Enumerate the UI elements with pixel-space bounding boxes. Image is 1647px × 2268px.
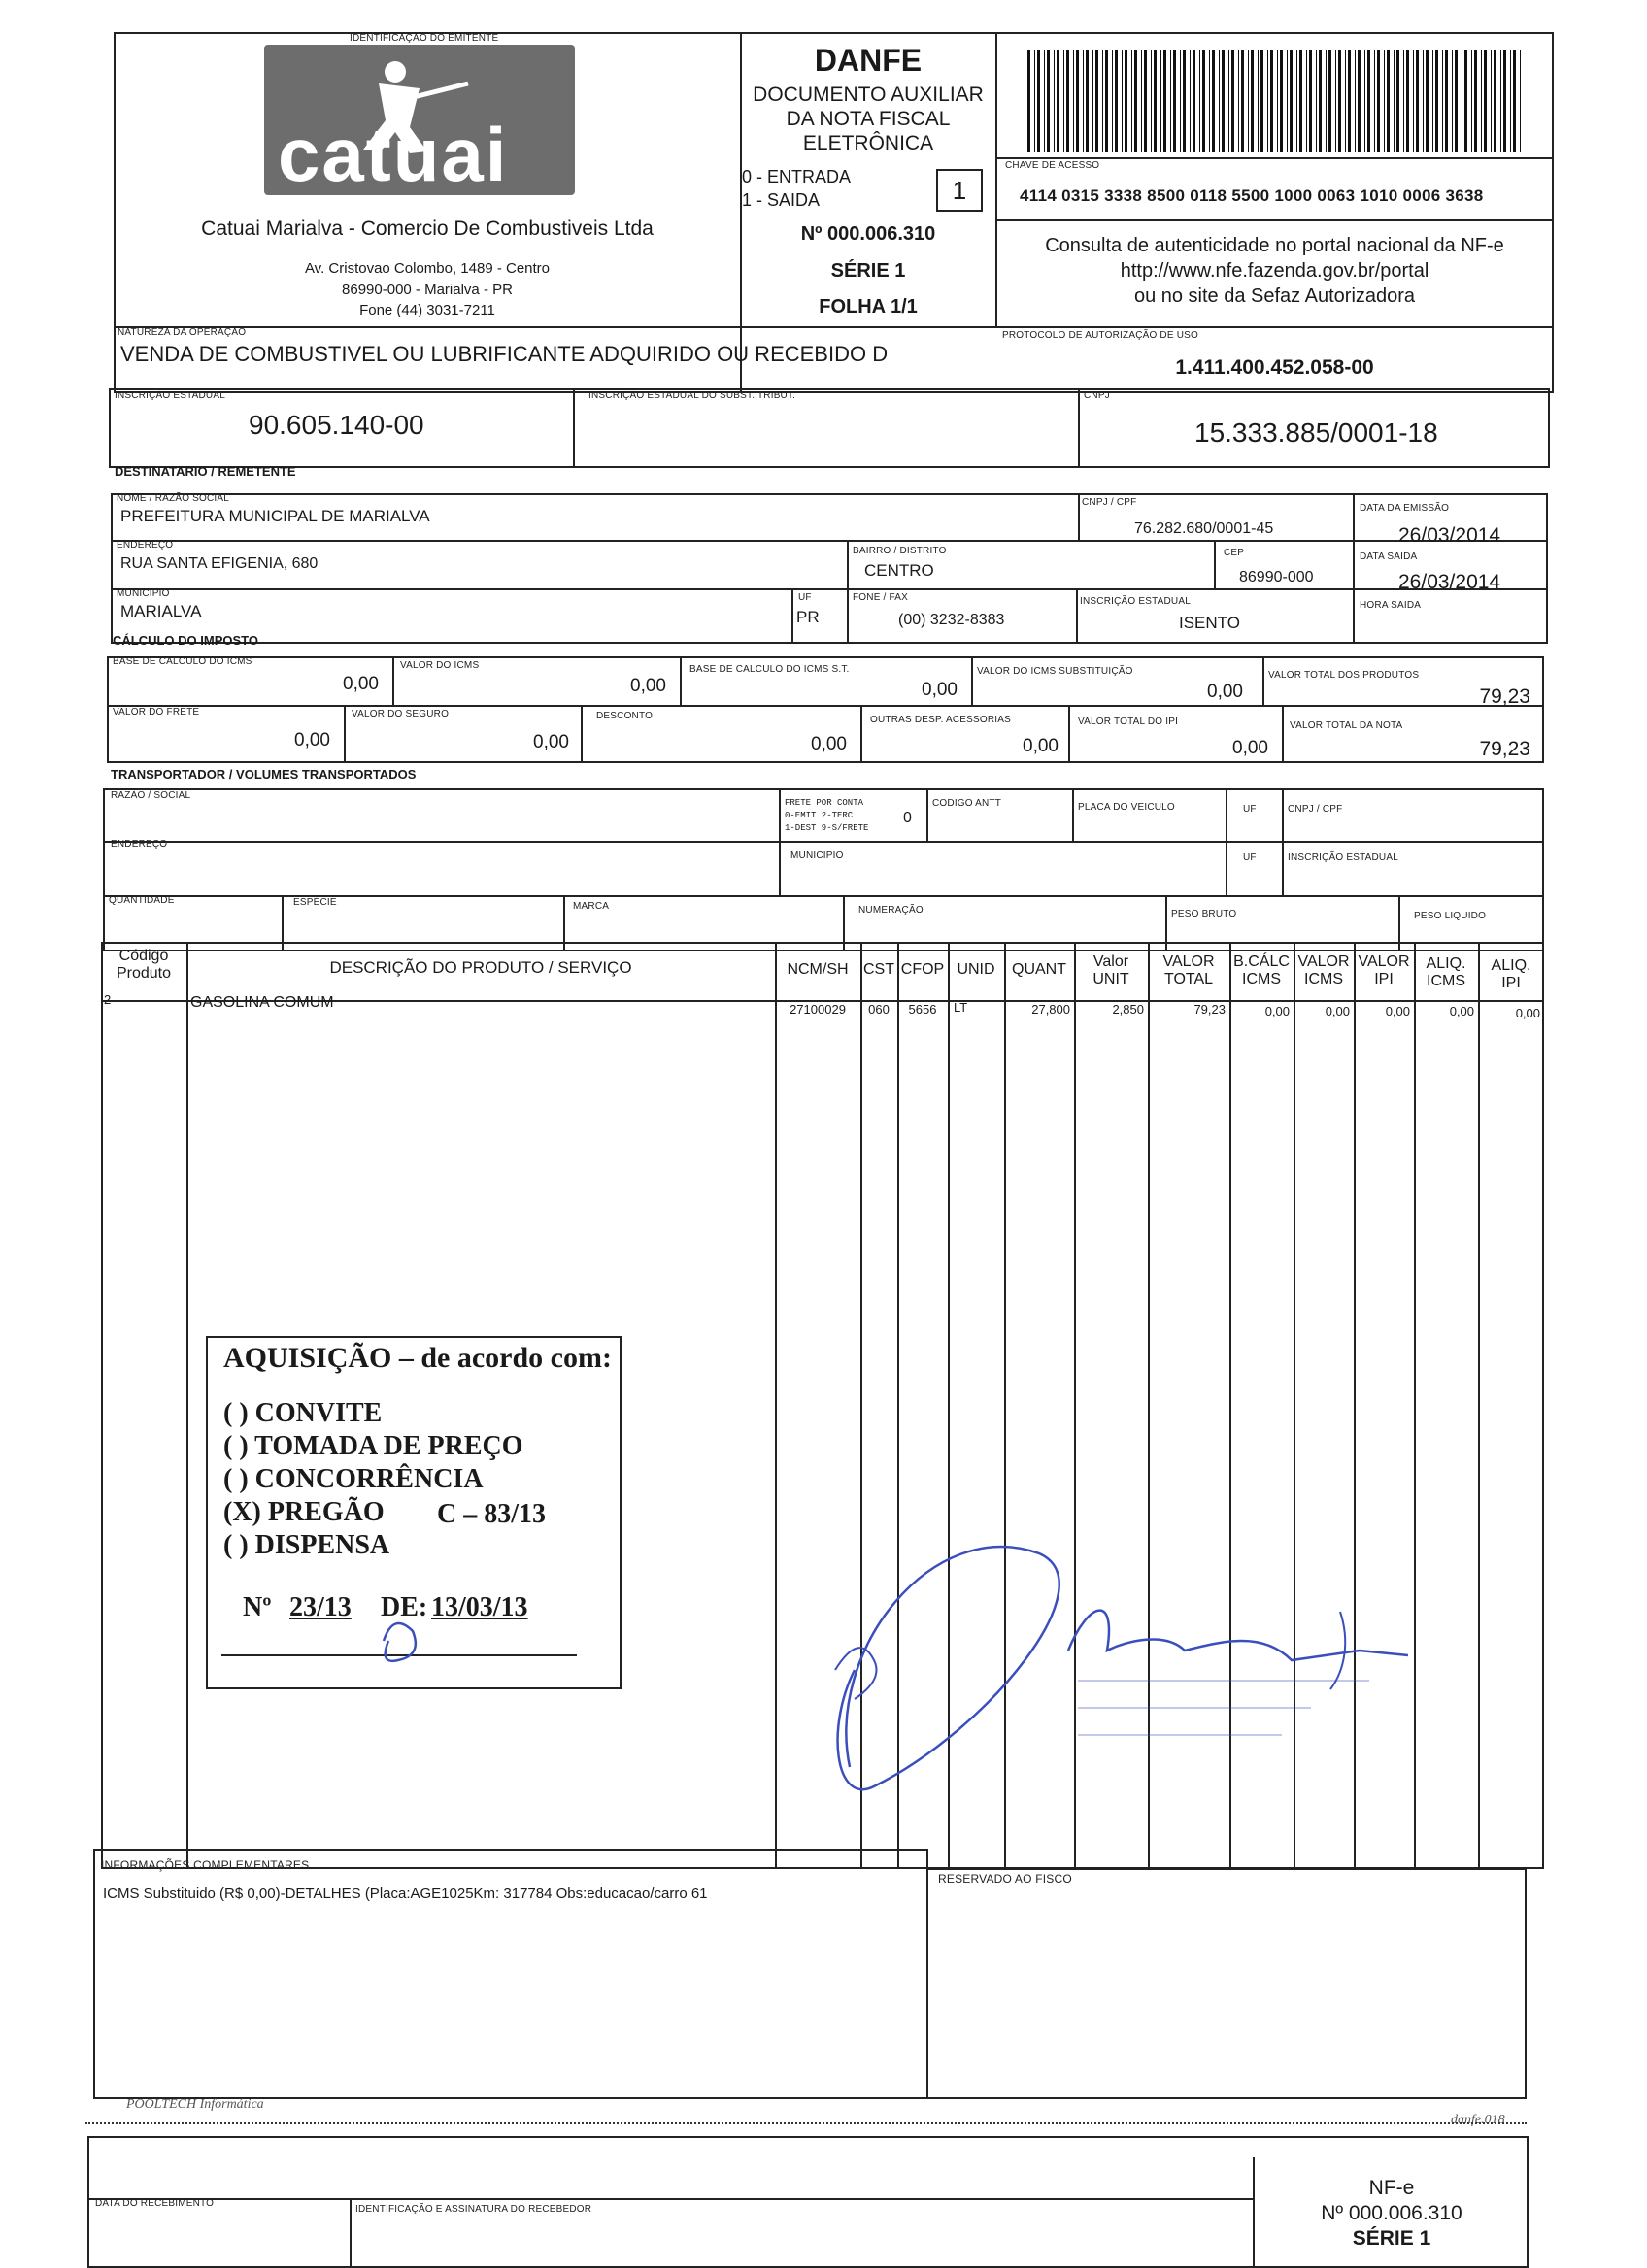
danfe-title: DANFE [814,43,923,78]
info-label: INFORMAÇÕES COMPLEMENTARES [101,1858,310,1872]
other-costs-label: OUTRAS DESP. ACESSORIAS [870,715,1012,725]
reserved-label: RESERVADO AO FISCO [938,1872,1072,1885]
stamp-title: AQUISIÇÃO – de acordo com: [223,1342,612,1374]
cnpj-label: CNPJ [1084,390,1110,401]
hdr-unid: UNID [957,961,995,978]
receipt-date-label: DATA DO RECEBIMENTO [95,2198,215,2209]
ipi-total: 0,00 [1232,738,1268,758]
cep-value: 86990-000 [1239,569,1314,585]
recipient-cnpj: 76.282.680/0001-45 [1134,520,1274,537]
protocol-label: PROTOCOLO DE AUTORIZAÇÃO DE USO [1002,330,1198,341]
insurance-label: VALOR DO SEGURO [352,709,450,719]
hdr-aipi-2: IPI [1501,975,1521,991]
receipt-sign-label: IDENTIFICAÇÃO E ASSINATURA DO RECEBEDOR [355,2204,592,2215]
stamp-convite: ( ) CONVITE [223,1398,383,1428]
freight-by-3: 1-DEST 9-S/FRETE [785,823,869,833]
district-label: BAIRRO / DISTRITO [853,546,947,556]
exit-hour-label: HORA SAIDA [1360,600,1422,611]
phone-label: FONE / FAX [853,592,909,603]
discount-value: 0,00 [811,734,847,754]
quantity-label: QUANTIDADE [109,895,175,906]
row-aicms: 0,00 [1449,1004,1474,1018]
consult-line-2: http://www.nfe.fazenda.gov.br/portal [1120,260,1429,282]
emitter-name: Catuai Marialva - Comercio De Combustiveis Ltda [201,217,654,240]
entry-label: 0 - ENTRADA [742,167,852,186]
stamp-number-label: Nº [243,1592,272,1622]
signature-stamp-text [1078,1672,1369,1750]
transport-section-label: TRANSPORTADOR / VOLUMES TRANSPORTADOS [111,767,417,782]
freight-by-1: FRETE POR CONTA [785,798,864,808]
products-total-label: VALOR TOTAL DOS PRODUTOS [1268,670,1420,681]
recipient-ie-label: INSCRIÇÃO ESTADUAL [1080,596,1191,607]
transport-address-label: ENDEREÇO [111,839,168,850]
receipt-series: SÉRIE 1 [1352,2227,1431,2250]
danfe-series: SÉRIE 1 [830,260,906,282]
row-vunit: 2,850 [1112,1002,1144,1017]
base-icms: 0,00 [343,674,379,694]
footer-left: POOLTECH Informática [126,2097,264,2112]
footer-right: danfe.018 [1451,2113,1505,2127]
species-label: ESPÉCIE [293,897,337,908]
hdr-vtotal-1: VALOR [1162,953,1215,970]
issue-date-label: DATA DA EMISSÃO [1360,503,1450,514]
gross-weight-label: PESO BRUTO [1171,909,1237,919]
row-vipi: 0,00 [1385,1004,1410,1018]
recipient-section-label: DESTINATARIO / REMETENTE [115,464,296,479]
row-bicms: 0,00 [1264,1004,1290,1018]
receipt-div-1 [350,2198,352,2268]
freight-value: 0,00 [294,730,330,750]
net-weight-label: PESO LIQUIDO [1414,911,1487,921]
row-unid: LT [954,1000,968,1015]
danfe-subtitle-3: ELETRÔNICA [802,132,934,154]
carrier-name-label: RAZÃO / SOCIAL [111,790,191,801]
emitter-address: Av. Cristovao Colombo, 1489 - Centro [304,260,551,277]
hdr-vipi-2: IPI [1374,971,1394,987]
row-cfop: 5656 [908,1002,937,1017]
hdr-vipi-1: VALOR [1358,953,1410,970]
receipt-number: Nº 000.006.310 [1321,2202,1462,2224]
row-ncm: 27100029 [790,1002,846,1017]
hdr-vtotal-2: TOTAL [1163,971,1214,987]
ipi-total-label: VALOR TOTAL DO IPI [1078,717,1179,727]
insurance-value: 0,00 [533,732,569,752]
row-vtotal: 79,23 [1193,1002,1226,1017]
access-key: 4114 0315 3338 8500 0118 5500 1000 0063 1010 0006 3638 [1020,186,1484,205]
recipient-ie: ISENTO [1179,614,1240,632]
transport-city-label: MUNICIPIO [790,850,844,861]
stamp-date-label: DE: [381,1592,428,1622]
recipient-address: RUA SANTA EFIGENIA, 680 [120,555,319,572]
city-label: MUNICIPIO [117,588,170,599]
freight-label: VALOR DO FRETE [113,707,200,717]
hdr-aipi-1: ALIQ. [1491,957,1531,974]
row-code: 2 [104,992,112,1007]
hdr-aicms-1: ALIQ. [1426,955,1466,972]
stamp-pregao: (X) PREGÃO [223,1497,385,1527]
exit-date: 26/03/2014 [1398,571,1501,593]
hdr-bicms-2: ICMS [1242,971,1281,987]
transport-uf2-label: UF [1243,852,1257,863]
transport-uf-label: UF [1243,804,1257,815]
uf-label: UF [798,592,812,603]
exit-label: 1 - SAIDA [742,190,821,210]
cut-line [85,2122,1527,2124]
recipient-address-label: ENDEREÇO [117,540,174,550]
receipt-line [87,2198,1253,2200]
stamp-tomada: ( ) TOMADA DE PREÇO [223,1431,523,1461]
ie-label: INSCRIÇÃO ESTADUAL [115,390,225,401]
recipient-cnpj-label: CNPJ / CPF [1082,497,1137,508]
freight-by-value: 0 [903,810,912,826]
brand-label: MARCA [573,901,610,912]
stamp-pregao-number: C – 83/13 [437,1499,546,1529]
stamp-concorrencia: ( ) CONCORRÊNCIA [223,1464,484,1494]
tax-section-label: CÁLCULO DO IMPOSTO [113,633,258,648]
note-total-label: VALOR TOTAL DA NOTA [1290,720,1403,731]
icms-label: VALOR DO ICMS [400,660,480,671]
hdr-vicms-1: VALOR [1297,953,1350,970]
consult-line-1: Consulta de autenticidade no portal nacional da NF-e [1045,235,1504,256]
logo-text: catuai [278,112,509,197]
city-value: MARIALVA [120,602,202,620]
emitter-city: 86990-000 - Marialva - PR [342,282,513,298]
danfe-number: Nº 000.006.310 [800,223,936,245]
receipt-nfe: NF-e [1368,2177,1415,2199]
protocol-value: 1.411.400.452.058-00 [1175,356,1374,379]
ie-value: 90.605.140-00 [249,410,424,440]
row-quant: 27,800 [1031,1002,1070,1017]
ie-st-label: INSCRIÇÃO ESTADUAL DO SUBST. TRIBUT. [588,390,796,401]
hdr-bicms-1: B.CÁLC [1233,953,1290,970]
row-vicms: 0,00 [1325,1004,1350,1018]
icms-st-label: VALOR DO ICMS SUBSTITUIÇÃO [977,666,1133,677]
plate-label: PLACA DO VEICULO [1078,802,1175,813]
danfe-page: FOLHA 1/1 [819,296,918,317]
discount-label: DESCONTO [596,711,654,721]
hdr-code-1: Código [118,948,169,964]
hdr-vunit-1: Valor [1092,953,1129,970]
numbering-label: NUMERAÇÃO [858,905,924,916]
base-icms-label: BASE DE CALCULO DO ICMS [113,656,252,667]
stamp-dispensa: ( ) DISPENSA [223,1530,390,1560]
freight-by-2: 0-EMIT 2-TERC [785,811,854,820]
hdr-vunit-2: UNIT [1092,971,1129,987]
icms-value: 0,00 [630,676,666,696]
issue-date: 26/03/2014 [1398,524,1501,547]
type-box: 1 [936,169,983,212]
transport-ie-label: INSCRIÇÃO ESTADUAL [1288,852,1398,863]
base-st-label: BASE DE CALCULO DO ICMS S.T. [689,664,850,675]
hdr-code-2: Produto [116,965,172,982]
other-costs: 0,00 [1023,736,1059,756]
stamp-number: 23/13 [289,1592,352,1622]
danfe-subtitle-2: DA NOTA FISCAL [786,108,951,130]
access-key-label: CHAVE DE ACESSO [1005,160,1100,171]
info-text: ICMS Substituido (R$ 0,00)-DETALHES (Placa:AGE1025Km: 317784 Obs:educacao/carro 61 [103,1885,708,1902]
reserved-block [926,1868,1527,2099]
exit-date-label: DATA SAIDA [1360,551,1418,562]
district-value: CENTRO [864,561,934,580]
nature-label: NATUREZA DA OPERAÇÃO [118,327,247,338]
row-cst: 060 [868,1002,890,1017]
row-desc: GASOLINA COMUM [190,994,334,1011]
hdr-vicms-2: ICMS [1304,971,1343,987]
emitter-phone: Fone (44) 3031-7211 [359,302,495,318]
recipient-name: PREFEITURA MUNICIPAL DE MARIALVA [120,507,430,525]
hdr-quant: QUANT [1012,961,1066,978]
consult-line-3: ou no site da Sefaz Autorizadora [1133,285,1416,307]
icms-st: 0,00 [1207,682,1243,702]
phone-value: (00) 3232-8383 [898,612,1005,628]
emitter-section-label: IDENTIFICAÇÃO DO EMITENTE [350,33,499,44]
cnpj-value: 15.333.885/0001-18 [1194,417,1438,448]
stamp-date: 13/03/13 [431,1592,528,1622]
base-st: 0,00 [922,680,958,700]
hdr-ncm: NCM/SH [787,961,849,978]
hdr-desc: DESCRIÇÃO DO PRODUTO / SERVIÇO [329,958,632,977]
antt-label: CODIGO ANTT [932,798,1002,809]
recipient-name-label: NOME / RAZÃO SOCIAL [117,493,230,504]
transport-cnpj-label: CNPJ / CPF [1288,804,1343,815]
cep-label: CEP [1224,548,1245,558]
hdr-aicms-2: ICMS [1427,973,1465,989]
hdr-cfop: CFOP [900,961,945,978]
danfe-subtitle-1: DOCUMENTO AUXILIAR [753,83,984,106]
note-total: 79,23 [1479,738,1530,760]
row-aipi: 0,00 [1515,1006,1540,1020]
hdr-cst: CST [863,961,894,978]
uf-value: PR [796,608,820,626]
products-total: 79,23 [1479,685,1530,708]
nature-value: VENDA DE COMBUSTIVEL OU LUBRIFICANTE ADQUIRIDO OU RECEBIDO D [120,342,889,366]
